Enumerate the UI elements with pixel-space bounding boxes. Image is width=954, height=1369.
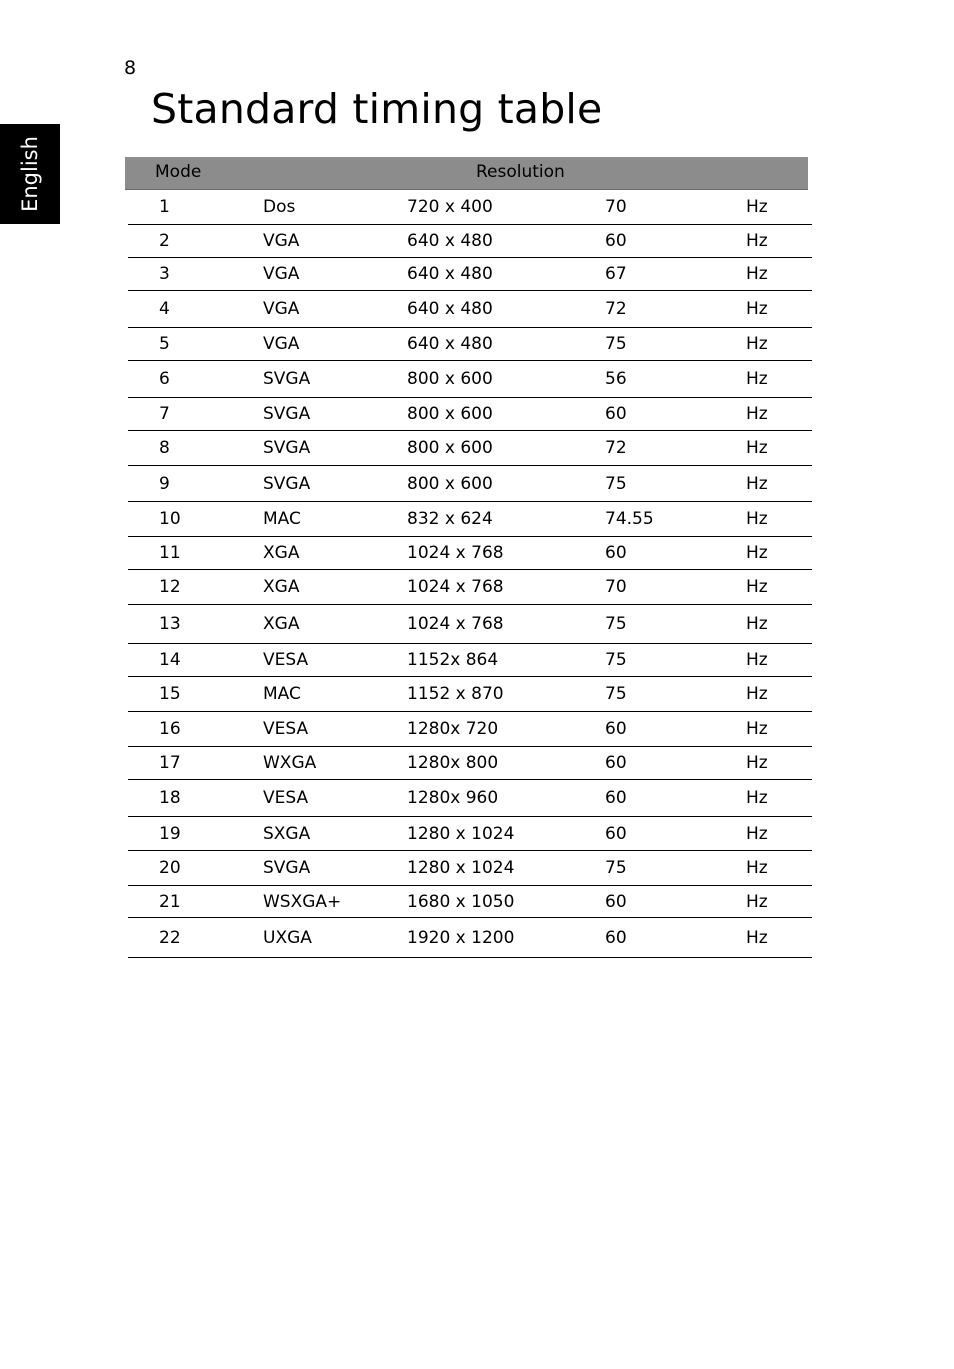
table-row [128,747,812,780]
cell-mode: 7 [159,404,170,424]
timing-table [128,190,812,958]
column-header-mode: Mode [155,162,202,182]
cell-mode: 15 [159,684,181,704]
cell-unit: Hz [746,823,768,844]
table-row [128,361,812,398]
cell-standard: SVGA [263,404,311,424]
cell-unit: Hz [746,577,768,597]
cell-mode: 18 [159,788,181,808]
cell-unit: Hz [746,858,768,878]
table-row [128,431,812,466]
cell-unit: Hz [746,438,768,458]
cell-mode: 6 [159,369,170,389]
cell-mode: 20 [159,858,181,878]
table-row [128,225,812,258]
cell-refresh-rate: 75 [605,650,627,670]
cell-standard: SVGA [263,369,311,389]
cell-unit: Hz [746,299,768,319]
cell-mode: 21 [159,891,181,912]
cell-unit: Hz [746,927,768,948]
cell-refresh-rate: 56 [605,369,627,389]
cell-mode: 1 [159,197,170,217]
cell-refresh-rate: 72 [605,299,627,319]
cell-resolution: 1152 x 870 [407,684,504,704]
cell-resolution: 640 x 480 [407,299,493,319]
cell-standard: XGA [263,577,300,597]
cell-standard: VGA [263,334,300,354]
cell-resolution: 1920 x 1200 [407,927,515,948]
cell-unit: Hz [746,719,768,739]
cell-standard: UXGA [263,927,312,948]
cell-unit: Hz [746,684,768,704]
cell-refresh-rate: 60 [605,753,627,773]
table-row [128,537,812,570]
cell-unit: Hz [746,753,768,773]
language-tab [0,124,60,224]
cell-refresh-rate: 60 [605,404,627,424]
table-row [128,817,812,851]
column-header-resolution: Resolution [476,162,565,182]
cell-resolution: 1024 x 768 [407,577,504,597]
cell-resolution: 832 x 624 [407,509,493,529]
cell-resolution: 1280x 960 [407,788,499,808]
cell-resolution: 1280 x 1024 [407,858,515,878]
cell-mode: 5 [159,334,170,354]
cell-mode: 8 [159,438,170,458]
table-row [128,466,812,502]
cell-resolution: 800 x 600 [407,473,493,494]
cell-unit: Hz [746,543,768,563]
cell-unit: Hz [746,404,768,424]
table-row [128,918,812,958]
cell-standard: SVGA [263,438,311,458]
cell-resolution: 800 x 600 [407,438,493,458]
table-row [128,712,812,747]
cell-standard: VGA [263,299,300,319]
cell-standard: SVGA [263,473,311,494]
cell-unit: Hz [746,369,768,389]
cell-refresh-rate: 72 [605,438,627,458]
cell-resolution: 640 x 480 [407,231,493,251]
cell-mode: 4 [159,299,170,319]
cell-resolution: 1280x 720 [407,719,499,739]
cell-standard: XGA [263,543,300,563]
table-header [125,157,808,190]
table-row [128,886,812,918]
cell-unit: Hz [746,788,768,808]
cell-mode: 12 [159,577,181,597]
cell-resolution: 640 x 480 [407,264,493,284]
table-row [128,398,812,431]
cell-resolution: 720 x 400 [407,197,493,217]
cell-refresh-rate: 60 [605,719,627,739]
cell-mode: 16 [159,719,181,739]
cell-refresh-rate: 75 [605,858,627,878]
cell-mode: 3 [159,264,170,284]
cell-refresh-rate: 70 [605,197,627,217]
cell-standard: MAC [263,509,301,529]
cell-refresh-rate: 60 [605,891,627,912]
cell-mode: 11 [159,543,181,563]
cell-resolution: 1024 x 768 [407,543,504,563]
table-row [128,851,812,886]
cell-unit: Hz [746,614,768,634]
table-row [128,190,812,225]
cell-mode: 10 [159,509,181,529]
cell-mode: 13 [159,614,181,634]
table-row [128,258,812,291]
language-tab-label: English [18,136,42,212]
cell-refresh-rate: 60 [605,927,627,948]
cell-unit: Hz [746,197,768,217]
cell-mode: 14 [159,650,181,670]
cell-unit: Hz [746,891,768,912]
cell-unit: Hz [746,334,768,354]
cell-resolution: 800 x 600 [407,369,493,389]
cell-standard: XGA [263,614,300,634]
cell-refresh-rate: 67 [605,264,627,284]
cell-unit: Hz [746,231,768,251]
cell-standard: Dos [263,197,296,217]
table-row [128,328,812,361]
table-row [128,570,812,605]
table-row [128,644,812,677]
cell-mode: 2 [159,231,170,251]
cell-standard: VGA [263,264,300,284]
page-number: 8 [124,57,137,79]
cell-refresh-rate: 60 [605,823,627,844]
cell-unit: Hz [746,509,768,529]
table-row [128,605,812,644]
cell-unit: Hz [746,650,768,670]
cell-refresh-rate: 60 [605,788,627,808]
table-row [128,677,812,712]
cell-unit: Hz [746,473,768,494]
cell-resolution: 640 x 480 [407,334,493,354]
cell-refresh-rate: 60 [605,231,627,251]
cell-standard: VGA [263,231,300,251]
cell-unit: Hz [746,264,768,284]
cell-standard: WSXGA+ [263,891,342,912]
cell-resolution: 1680 x 1050 [407,891,515,912]
cell-resolution: 1280 x 1024 [407,823,515,844]
cell-mode: 9 [159,473,170,494]
cell-refresh-rate: 74.55 [605,509,654,529]
cell-resolution: 1280x 800 [407,753,499,773]
cell-standard: VESA [263,650,309,670]
cell-mode: 22 [159,927,181,948]
cell-refresh-rate: 70 [605,577,627,597]
cell-standard: SXGA [263,823,311,844]
cell-resolution: 1152x 864 [407,650,499,670]
table-row [128,291,812,328]
page-title: Standard timing table [151,85,603,133]
cell-standard: SVGA [263,858,311,878]
cell-refresh-rate: 75 [605,684,627,704]
cell-standard: VESA [263,719,309,739]
cell-refresh-rate: 75 [605,473,627,494]
cell-refresh-rate: 75 [605,334,627,354]
cell-mode: 17 [159,753,181,773]
cell-refresh-rate: 60 [605,543,627,563]
cell-mode: 19 [159,823,181,844]
cell-resolution: 1024 x 768 [407,614,504,634]
cell-resolution: 800 x 600 [407,404,493,424]
table-row [128,780,812,817]
cell-standard: VESA [263,788,309,808]
cell-refresh-rate: 75 [605,614,627,634]
table-row [128,502,812,537]
cell-standard: MAC [263,684,301,704]
cell-standard: WXGA [263,753,317,773]
